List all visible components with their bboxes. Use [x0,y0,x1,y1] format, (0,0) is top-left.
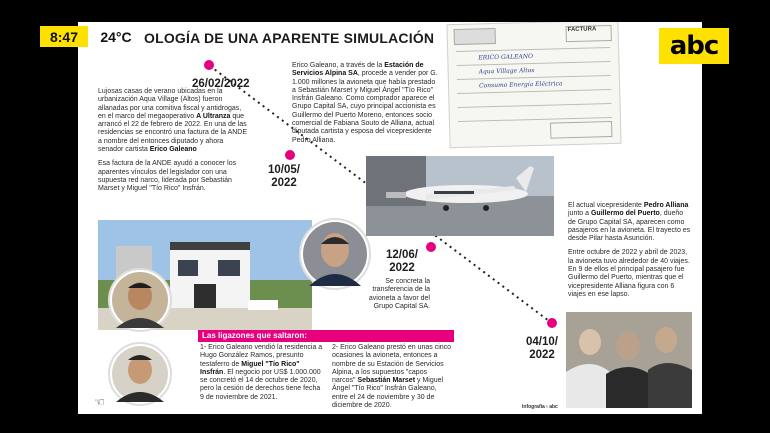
block1-p1-name: Erico Galeano [149,146,197,154]
block4-text [568,202,692,299]
credits: Infografía ‹ abc [522,404,558,410]
date-3-line2: 2022 [389,262,415,274]
block4-a: El actual vicepresidente [568,202,642,209]
ligazones-col1-a: 1- Erico Galeano vendió la residencia a Hugo González Ramos, presunto testaferro de [200,344,323,368]
invoice-total-box [550,121,612,139]
portrait-man-2 [108,342,172,406]
invoice-line [457,89,611,94]
airplane-photo [366,156,554,236]
block2-a-bold: Estación de Servicios Alpina SA [292,62,424,78]
date-4-line1: 04/10/ [526,336,558,348]
abc-logo: abc [659,28,729,64]
block4-p2: Entre octubre de 2022 y abril de 2023, la avioneta tuvo alrededor de 40 viajes. En 9 de ellos el principal pasajero fue Guillermo del Puerto, mientras que el vicepresidente Alliana figura con 6 viajes en ese lapso. [568,249,690,298]
timeline-dot-2 [285,150,295,160]
date-2 [268,164,300,190]
block3-text: Se concreta la transferencia de la avioneta a favor del Grupo Capital SA. [368,278,430,310]
invoice-title: FACTURA [567,26,597,34]
invoice-line [457,75,611,80]
invoice-line [456,47,610,52]
block1-p1-bold: A Ultranza [196,112,231,120]
date-4-line2: 2022 [529,349,555,361]
time-temperature-widget [40,26,144,47]
invoice-header-box [454,28,496,45]
block2-a: Erico Galeano, a través de la [292,62,383,69]
ande-invoice-image [446,22,621,148]
ligazones-col2 [332,344,452,410]
invoice-handwriting-2: Aqua Village Altos [478,66,535,76]
temperature: 24°C [100,28,132,45]
group-photo [566,312,692,408]
infographic [78,22,702,414]
date-3 [386,249,418,275]
timeline-dot-4 [547,318,557,328]
hand-cursor-icon: ☜ [94,395,105,409]
block4-b: junto a [568,210,590,218]
ligazones-col1 [200,344,326,402]
ligazones-col1-b: . El negocio por US$ 1.000.000 se concretó el 14 de octubre de 2020, pero la cesión de derechos tiene fecha 9 de noviembre de 2021. [200,368,321,401]
date-4 [526,336,558,362]
headline: OLOGÍA DE UNA APARENTE SIMULACIÓN [144,30,435,46]
timeline-dot-1 [204,60,214,70]
date-1: 26/02/2022 [192,78,250,90]
block4-a-bold: Pedro Alliana [643,202,689,209]
invoice-line [458,103,612,108]
date-2-line2: 2022 [271,177,297,189]
invoice-line [456,61,610,66]
block4-c: , dueño de Grupo Capital SA, aparecen como pasajeros en la avioneta. El trayecto es desde Pilar hasta Asunción. [568,210,691,243]
ligazones-title: Las ligazones que saltaron: [198,330,454,342]
block2-b: , procede a vender por G. 1.000 millones la avioneta que había prestado a Sebastián Marset y Miguel Ángel "Tío Rico" Insfrán Galeano. Como comprador aparece el Grupo Capital SA, cuyo principal accionista es Guillermo del Puerto Moreno, entonces socio comercial de Fabiana Souto de Alliana, actual diputada cartista y esposa del vicepresidente Pedro Alliana. [292,70,438,144]
date-3-line1: 12/06/ [386,249,418,261]
invoice-handwriting-1: ERICO GALEANO [478,53,534,62]
block1-p2: Esa factura de la ANDE ayudó a conocer los aparentes vínculos del legislador con una supuesta red narco, liderada por Sebastián Marset y Miguel "Tío Rico" Insfrán. [98,160,237,193]
ligazones-col1-bold: Miguel "Tío Rico" Insfrán [200,360,300,376]
portrait-man-1 [108,268,172,332]
block1-p1-cont: que arrancó el 22 de febrero de 2022. En una de las residencias se encontró una factura de la ANDE a nombre del entonces diputado y ahora senador cartista [98,112,248,154]
block4-b-bold: Guillermo del Puerto [590,210,660,218]
timeline-dot-3 [426,242,436,252]
date-2-line1: 10/05/ [268,164,300,176]
clock-time: 8:47 [40,26,88,47]
block2-text [292,62,438,145]
invoice-handwriting-3: Consumo Energía Eléctrica [478,80,563,90]
ligazones-col2-bold: Sebastián Marset [357,377,416,385]
ligazones-col2-a: 2- Erico Galeano prestó en unas cinco ocasiones la avioneta, entonces a nombre de su Estación de Servicios Alpina, a los supuestos "capos narcos" [332,344,452,385]
block1-p1: Lujosas casas de verano ubicadas en la urbanización Aqua Village (Altos) fueron allanadas por una comitiva fiscal y antidrogas, en el marco del megaoperativo [98,88,242,120]
ligazones-col2-b: y Miguel Ángel "Tío Rico" Insfrán Galeano, entre el 24 de noviembre y 30 de diciembre de 2020. [332,377,444,410]
block1-text [98,88,248,194]
